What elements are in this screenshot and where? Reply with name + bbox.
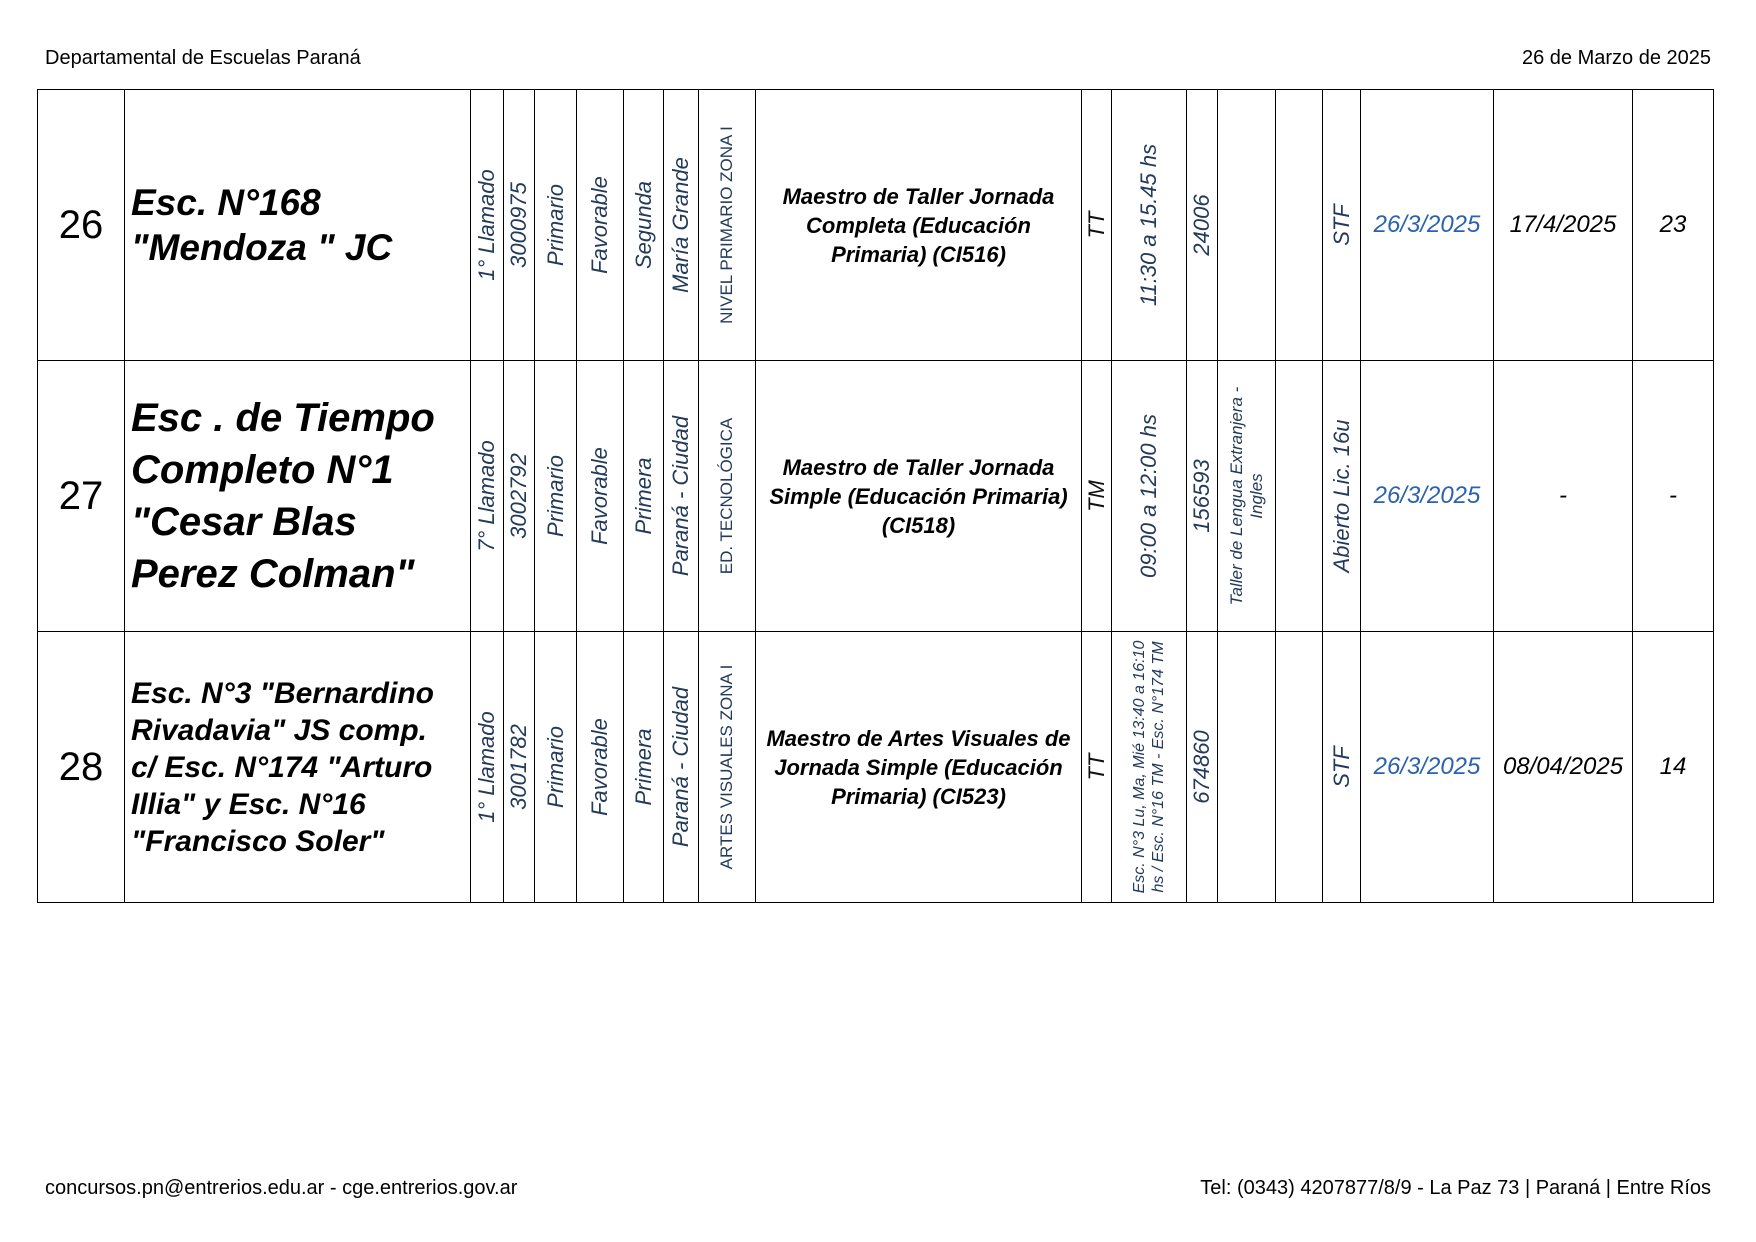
end-date: 17/4/2025 <box>1494 90 1633 361</box>
horario: 09:00 a 12:00 hs <box>1136 414 1161 578</box>
school-name: Esc . de Tiempo Completo N°1 "Cesar Blas Perez Colman" <box>125 361 471 632</box>
llamado: 1° Llamado <box>474 169 499 281</box>
category: Segunda <box>630 180 656 270</box>
cargo: Maestro de Artes Visuales de Jornada Simple (Educación Primaria) (CI523) <box>756 632 1082 903</box>
category: Primera <box>630 728 656 806</box>
status: Favorable <box>587 176 612 274</box>
cargo: Maestro de Taller Jornada Completa (Educación Primaria) (CI516) <box>756 90 1082 361</box>
header-right: 26 de Marzo de 2025 <box>1521 47 1711 69</box>
school-name: Esc. N°3 "Bernardino Rivadavia" JS comp. c/ Esc. N°174 "Arturo Illia" y Esc. N°16 "Francisco Soler" <box>125 632 471 903</box>
school-name: Esc. N°168 "Mendoza " JC <box>125 90 471 361</box>
turno: TT <box>1083 211 1109 239</box>
row-number: 26 <box>38 90 125 361</box>
code: 3000975 <box>506 182 531 268</box>
listing-table <box>37 89 1714 903</box>
publish-date: 26/3/2025 <box>1361 90 1494 361</box>
status: Favorable <box>587 447 612 545</box>
row-number: 27 <box>38 361 125 632</box>
llamado: 7° Llamado <box>474 440 499 552</box>
category: Primera <box>630 457 656 535</box>
llamado: 1° Llamado <box>474 711 499 823</box>
situacion: STF <box>1328 204 1354 246</box>
position-id: 156593 <box>1189 459 1214 533</box>
footer-address: Tel: (0343) 4207877/8/9 - La Paz 73 | Paraná | Entre Ríos <box>1200 1177 1711 1199</box>
nivel: ARTES VISUALES ZONA I <box>717 664 736 870</box>
level: Primario <box>542 726 568 808</box>
horario: 11:30 a 15.45 hs <box>1136 143 1161 307</box>
turno: TT <box>1083 753 1109 781</box>
nivel: NIVEL PRIMARIO ZONA I <box>717 126 736 324</box>
situacion: STF <box>1328 746 1354 788</box>
days: 23 <box>1633 90 1714 361</box>
position-id: 674860 <box>1189 730 1214 804</box>
cargo: Maestro de Taller Jornada Simple (Educación Primaria) (CI518) <box>756 361 1082 632</box>
days: - <box>1633 361 1714 632</box>
nivel: ED. TECNOLÓGICA <box>717 417 736 575</box>
code: 3002792 <box>506 453 531 539</box>
turno: TM <box>1083 480 1109 512</box>
level: Primario <box>542 184 568 266</box>
table-row <box>38 632 1714 903</box>
table-row <box>38 361 1714 632</box>
location: María Grande <box>668 157 693 293</box>
status: Favorable <box>587 718 612 816</box>
footer-contact: concursos.pn@entrerios.edu.ar - cge.entrerios.gov.ar <box>45 1177 518 1199</box>
publish-date: 26/3/2025 <box>1361 361 1494 632</box>
header-left: Departamental de Escuelas Paraná <box>45 47 361 69</box>
level: Primario <box>542 455 568 537</box>
end-date: 08/04/2025 <box>1494 632 1633 903</box>
position-id: 24006 <box>1189 194 1214 256</box>
table-row <box>38 90 1714 361</box>
days: 14 <box>1633 632 1714 903</box>
materia: Taller de Lengua Extranjera - Ingles <box>1226 386 1266 606</box>
horario: Esc. N°3 Lu, Ma, Mié 13:40 a 16:10 hs / Esc. N°16 TM - Esc. N°174 TM <box>1131 640 1167 894</box>
location: Paraná - Ciudad <box>668 415 693 577</box>
situacion: Abierto Lic. 16u <box>1328 419 1354 573</box>
row-number: 28 <box>38 632 125 903</box>
end-date: - <box>1494 361 1633 632</box>
code: 3001782 <box>506 724 531 810</box>
publish-date: 26/3/2025 <box>1361 632 1494 903</box>
location: Paraná - Ciudad <box>668 686 693 848</box>
